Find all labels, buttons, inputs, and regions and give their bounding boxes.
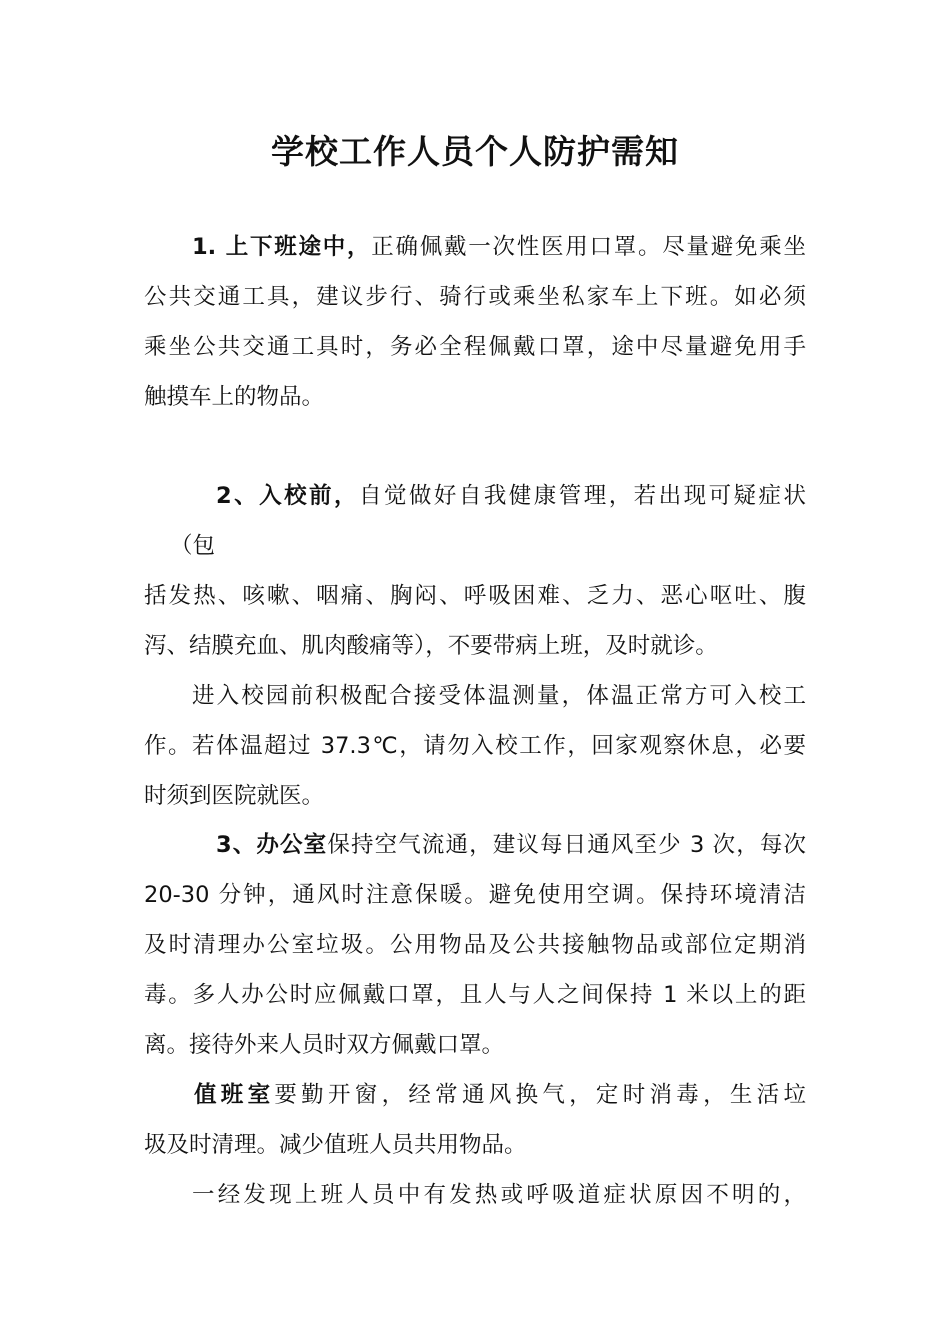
paragraph-5-line-1: 值班室要勤开窗，经常通风换气，定时消毒，生活垃 (194, 1082, 806, 1108)
paragraph-1-line-2: 公共交通工具，建议步行、骑行或乘坐私家车上下班。如必须 (144, 284, 806, 310)
paragraph-4-line-2: 20-30 分钟，通风时注意保暖。避免使用空调。保持环境清洁 (144, 882, 806, 908)
paragraph-4-heading: 3、办公室 (216, 832, 328, 858)
paragraph-1-line-4: 触摸车上的物品。 (144, 384, 325, 410)
paragraph-1-line-3: 乘坐公共交通工具时，务必全程佩戴口罩，途中尽量避免用手 (144, 334, 806, 360)
paragraph-1-line-1: 1. 上下班途中，正确佩戴一次性医用口罩。尽量避免乘坐 (192, 234, 806, 260)
paragraph-2-line-4: 泻、结膜充血、肌肉酸痛等），不要带病上班，及时就诊。 (144, 633, 718, 659)
paragraph-2-line-2: （包 (170, 533, 216, 559)
paragraph-4-line-4: 毒。多人办公时应佩戴口罩，且人与人之间保持 1 米以上的距 (144, 982, 806, 1008)
paragraph-2-heading: 2、入校前， (216, 483, 359, 509)
paragraph-5-heading: 值班室 (194, 1082, 275, 1108)
paragraph-4-line-3: 及时清理办公室垃圾。公用物品及公共接触物品或部位定期消 (144, 932, 806, 958)
paragraph-2-line-3: 括发热、咳嗽、咽痛、胸闷、呼吸困难、乏力、恶心呕吐、腹 (144, 583, 806, 609)
paragraph-5-line-2: 圾及时清理。减少值班人员共用物品。 (144, 1132, 527, 1158)
paragraph-1-heading: 1. 上下班途中， (192, 234, 372, 260)
document-title: 学校工作人员个人防护需知 (271, 132, 679, 171)
paragraph-3-line-3: 时须到医院就医。 (144, 783, 325, 809)
paragraph-4-line-1: 3、办公室保持空气流通，建议每日通风至少 3 次，每次 (216, 832, 806, 858)
paragraph-4-line-5: 离。接待外来人员时双方佩戴口罩。 (144, 1032, 505, 1058)
paragraph-2-line-1: 2、入校前，自觉做好自我健康管理，若出现可疑症状 (216, 483, 806, 509)
paragraph-6-line-1: 一经发现上班人员中有发热或呼吸道症状原因不明的， (192, 1182, 806, 1208)
paragraph-3-line-1: 进入校园前积极配合接受体温测量，体温正常方可入校工 (192, 683, 806, 709)
paragraph-3-line-2: 作。若体温超过 37.3℃，请勿入校工作，回家观察休息，必要 (144, 733, 806, 759)
